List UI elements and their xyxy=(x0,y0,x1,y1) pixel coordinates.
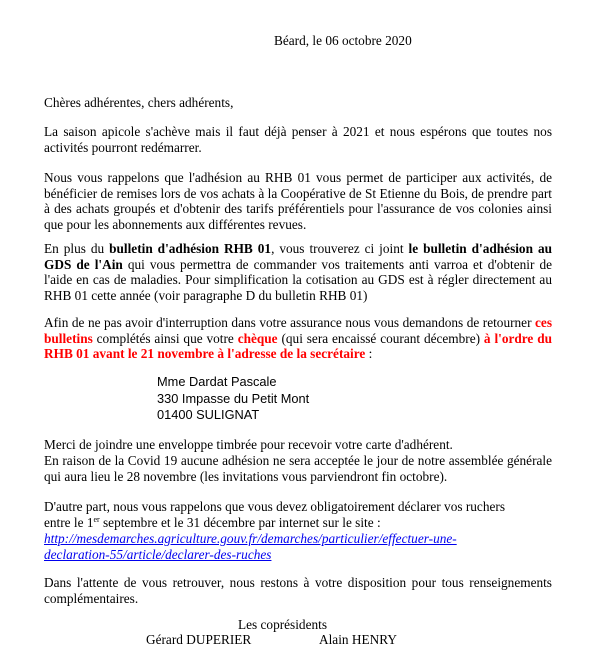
address-name: Mme Dardat Pascale xyxy=(157,374,277,389)
address-city: 01400 SULIGNAT xyxy=(157,407,260,422)
bulletin-rhb-label: bulletin d'adhésion RHB 01 xyxy=(109,241,272,256)
paragraph-declaration-line2: entre le 1er septembre et le 31 décembre par internet sur le site : xyxy=(44,515,381,530)
bulletin-gds-label: le bulletin d'adhésion au GDS de l'Ain xyxy=(44,241,552,272)
signatory-2: Alain HENRY xyxy=(319,632,397,647)
paragraph-season: La saison apicole s'achève mais il faut déjà penser à 2021 et nous espérons que toutes nos activités pourront redémarrer. xyxy=(44,124,552,155)
highlight-bulletins: ces bulletins xyxy=(44,315,552,346)
paragraph-declaration-line1: D'autre part, nous vous rappelons que vous devez obligatoirement déclarer vos ruchers xyxy=(44,499,505,514)
highlight-deadline: à l'ordre du RHB 01 avant le 21 novembre à l'adresse de la secrétaire xyxy=(44,330,552,362)
signatory-1: Gérard DUPERIER xyxy=(146,632,252,647)
highlight-cheque: chèque xyxy=(237,330,278,346)
salutation: Chères adhérentes, chers adhérents, xyxy=(44,95,234,110)
paragraph-return-instructions: Afin de ne pas avoir d'interruption dans votre assurance nous vous demandons de retourner ces bulletins complétés ainsi que votre chèque (qui sera encaissé courant décembre) à l'ordre du RHB 01 avant le 21 novembre à l'adresse de la secrétaire : xyxy=(44,315,552,362)
address-street: 330 Impasse du Petit Mont xyxy=(157,391,310,406)
paragraph-membership-benefits: Nous vous rappelons que l'adhésion au RHB 01 vous permet de participer aux activités, de bénéficier de remises lors de vos achats à la Coopérative de St Etienne du Bois, de prendre part à des achats groupés et d'obtenir des tarifs préférentiels pour l'assurance de vos colonies ainsi que pour les abonnements aux différentes revues. xyxy=(44,170,552,233)
paragraph-gds-bulletin: En plus du bulletin d'adhésion RHB 01, vous trouverez ci joint le bulletin d'adhésion au GDS de l'Ain qui vous permettra de commander vos traitements anti varroa et d'obtenir de l'aide en cas de maladies. Pour simplification la cotisation au GDS est à régler directement au RHB 01 cette année (voir paragraphe D du bulletin RHB 01) xyxy=(44,241,552,304)
declaration-link-line2[interactable]: declaration-55/article/declarer-des-ruches xyxy=(44,547,272,562)
paragraph-closing: Dans l'attente de vous retrouver, nous restons à votre disposition pour tous renseignements complémentaires. xyxy=(44,575,552,606)
date-line: Béard, le 06 octobre 2020 xyxy=(274,33,412,48)
paragraph-envelope: Merci de joindre une enveloppe timbrée pour recevoir votre carte d'adhérent. xyxy=(44,437,453,452)
closing-line: Les coprésidents xyxy=(238,617,327,632)
paragraph-covid-assembly: En raison de la Covid 19 aucune adhésion ne sera acceptée le jour de notre assemblée générale qui aura lieu le 28 novembre (les invitations vous parviendront fin octobre). xyxy=(44,453,552,484)
declaration-link-line1[interactable]: http://mesdemarches.agriculture.gouv.fr/demarches/particulier/effectuer-une- xyxy=(44,531,457,546)
